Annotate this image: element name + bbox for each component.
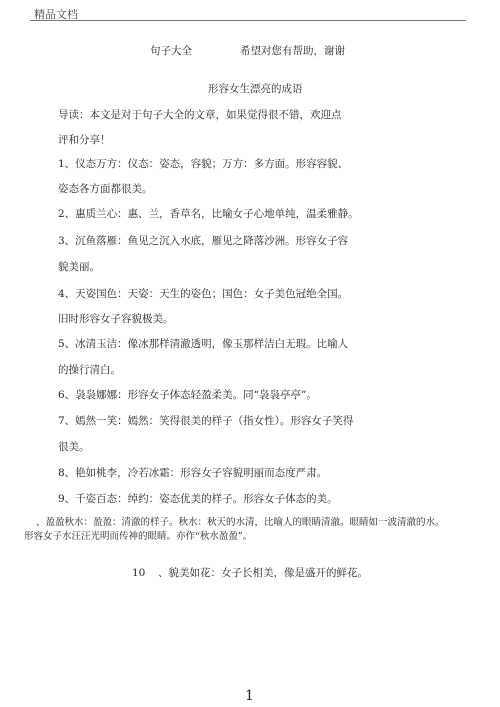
item-line: 貌美丽。 xyxy=(58,261,100,273)
item-line: 旧时形容女子容貌极美。 xyxy=(58,313,174,325)
item-line: 的操行清白。 xyxy=(58,364,121,376)
paragraph-line: 形容女子水汪汪光明而传神的眼睛。亦作“秋水盈盈”。 xyxy=(24,531,253,542)
item-line: 9、千姿百态：绰约：姿态优美的样子。形容女子体态的美。 xyxy=(58,493,338,505)
paragraph-line: 、盈盈秋水：盈盈：清澈的样子。秋水：秋天的水清，比喻人的眼睛清澈。眼睛如一波清澈的水。 xyxy=(36,517,445,528)
header-divider xyxy=(30,20,466,21)
item-line: 2、惠质兰心：惠、兰，香草名，比喻女子心地单纯，温柔雅静。 xyxy=(58,208,359,220)
item-line: 4、天姿国色：天姿：天生的姿色；国色：女子美色冠绝全国。 xyxy=(58,288,349,300)
item-line: 5、冰清玉洁：像冰那样清澈透明，像玉那样洁白无瑕。比喻人 xyxy=(58,338,349,350)
item-line: 6、袅袅娜娜：形容女子体态轻盈柔美。同“袅袅亭亭”。 xyxy=(58,389,317,401)
intro-line: 评和分享！ xyxy=(58,134,111,146)
intro-line: 导读：本文是对于句子大全的文章，如果觉得很不错，欢迎点 xyxy=(58,109,342,121)
item-line: 很美。 xyxy=(58,441,90,453)
top-right-text: 希望对您有帮助，谢谢 xyxy=(240,45,345,57)
item-line: 7、嫣然一笑：嫣然：笑得很美的样子（指女性）。形容女子笑得 xyxy=(58,415,354,427)
item-10-text: 、貌美如花：女子长相美，像是盛开的鲜花。 xyxy=(158,567,368,579)
item-10-number: 10 xyxy=(132,567,146,579)
top-left-text: 句子大全 xyxy=(150,45,192,57)
item-line: 8、艳如桃李，冷若冰霜：形容女子容貌明丽而态度严肃。 xyxy=(58,467,328,479)
item-line: 3、沉鱼落雁：鱼见之沉入水底，雁见之降落沙洲。形容女子容 xyxy=(58,235,349,247)
page-number: 1 xyxy=(245,688,254,704)
item-line: 姿态各方面都很美。 xyxy=(58,183,153,195)
document-header-label: 精品文档 xyxy=(34,8,78,21)
page-title: 形容女生漂亮的成语 xyxy=(208,83,303,95)
item-line: 1、仪态万方：仪态：姿态，容貌；万方：多方面。形容容貌、 xyxy=(58,158,349,170)
